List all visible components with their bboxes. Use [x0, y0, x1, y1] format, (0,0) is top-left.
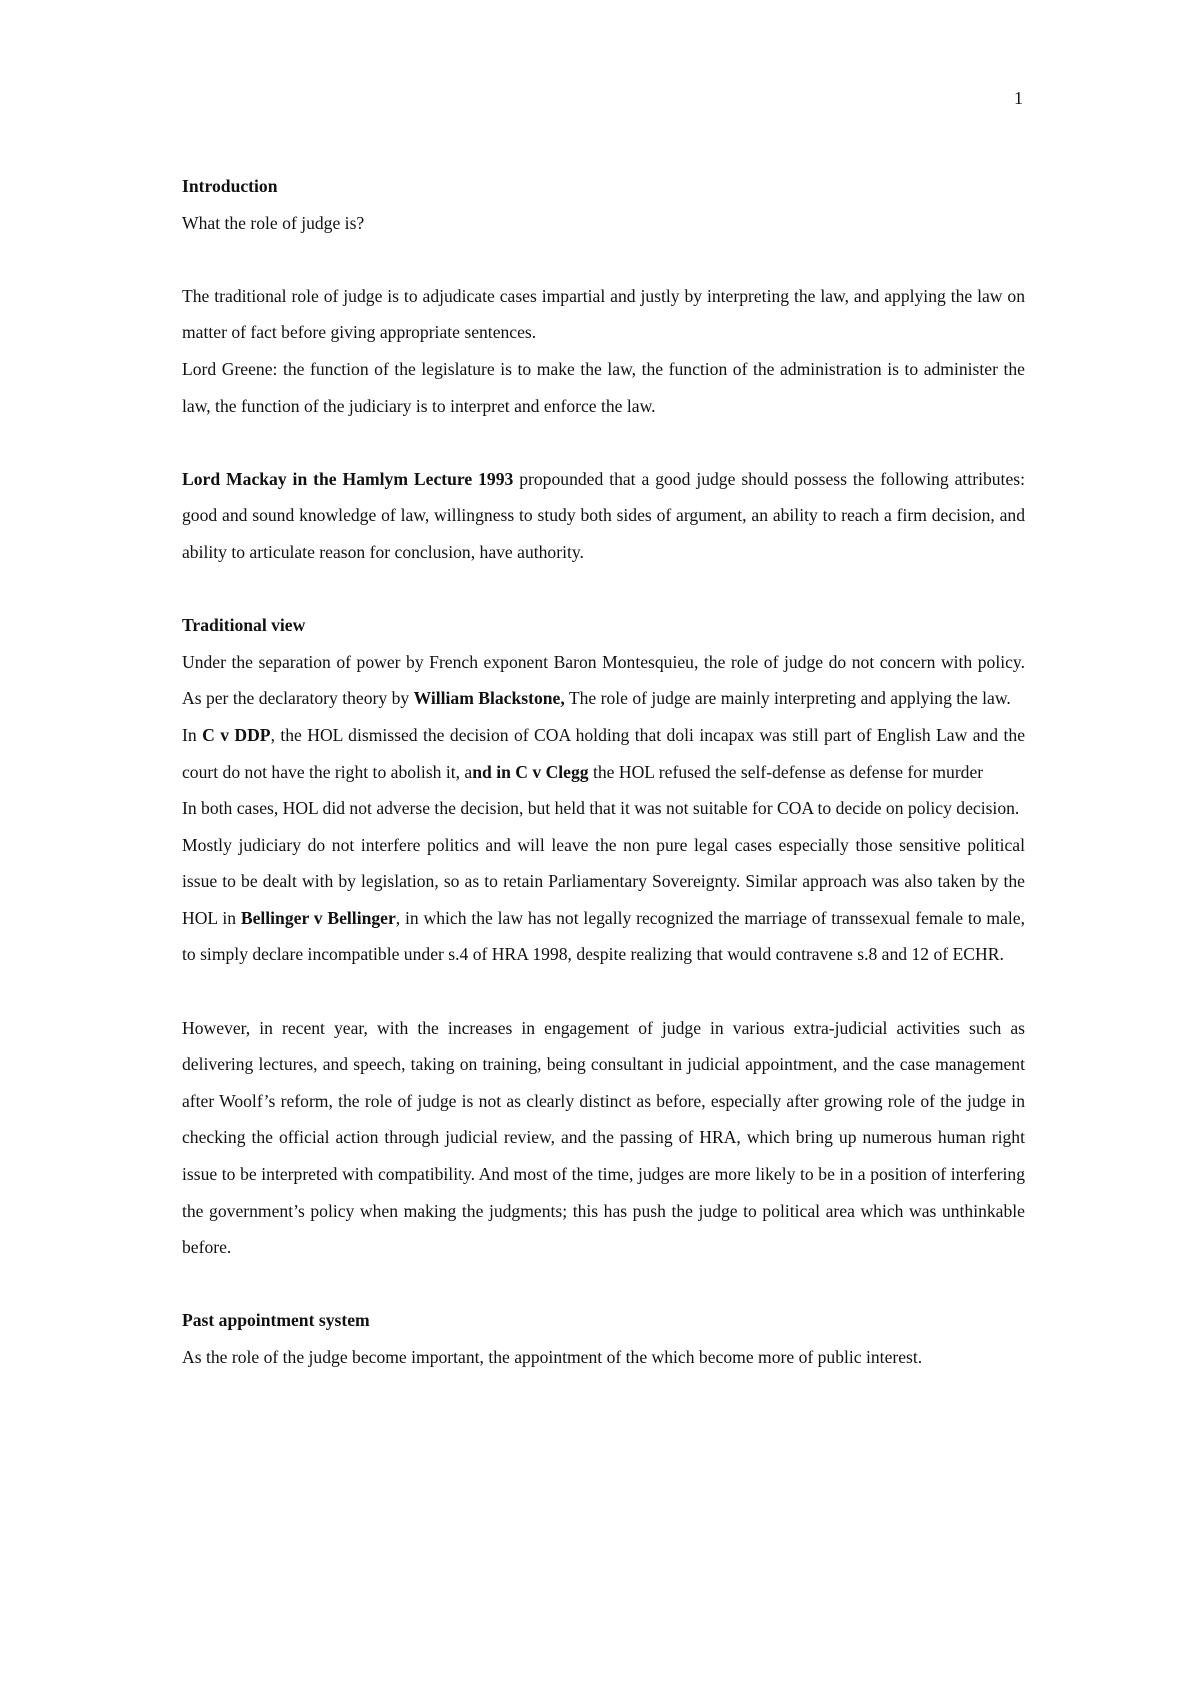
case-c-v-clegg: nd in C v Clegg	[472, 761, 589, 782]
case-bellinger: Bellinger v Bellinger	[240, 907, 396, 928]
page-number: 1	[1014, 88, 1023, 108]
intro-paragraph-3: Lord Mackay in the Hamlym Lecture 1993 propounded that a good judge should possess the following attributes: good and sound knowledge of law, willingness to study both sides of argument, an ability to reach a firm decision, and ability to articulate reason for conclusion, have authority.	[182, 468, 1025, 562]
intro-question: What the role of judge is?	[182, 212, 365, 233]
blank-line	[182, 424, 1025, 461]
heading-introduction: Introduction	[182, 176, 278, 196]
blank-line	[182, 973, 1025, 1010]
traditional-paragraph-5: However, in recent year, with the increases in engagement of judge in various extra-judicial activities such as delivering lectures, and speech, taking on training, being consultant in judicial appointment, and the case management after Woolf’s reform, the role of judge is not as clearly distinct as before, especially after growing role of the judge in checking the official action through judicial review, and the passing of HRA, which bring up numerous human right issue to be interpreted with compatibility. And most of the time, judges are more likely to be in a position of interfering the government’s policy when making the judgments; this has push the judge to political area which was unthinkable before.	[182, 1017, 1025, 1258]
past-paragraph-1: As the role of the judge become important, the appointment of the which become more of public interest.	[182, 1347, 923, 1367]
heading-traditional-view: Traditional view	[182, 615, 306, 636]
heading-past-appointment: Past appointment system	[182, 1310, 370, 1331]
traditional-paragraph-4: Mostly judiciary do not interfere politics and will leave the non pure legal cases especially those sensitive political issue to be dealt with by legislation, so as to retain Parliamentary Sovereignty. Similar approach was also taken by the HOL in Bellinger v Bellinger, in which the law has not legally recognized the marriage of transsexual female to male, to simply declare incompatible under s.4 of HRA 1998, despite realizing that would contravene s.8 and 12 of ECHR.	[182, 834, 1025, 965]
traditional-paragraph-3: In both cases, HOL did not adverse the decision, but held that it was not suitable for COA to decide on policy decision.	[182, 798, 1020, 819]
document-body	[182, 168, 1025, 1376]
intro-paragraph-1: The traditional role of judge is to adjudicate cases impartial and justly by interpreting the law, and applying the law on matter of fact before giving appropriate sentences.	[182, 285, 1025, 343]
traditional-paragraph-1: Under the separation of power by French exponent Baron Montesquieu, the role of judge do not concern with policy. As per the declaratory theory by William Blackstone, The role of judge are mainly interpreting and applying the law.	[182, 651, 1025, 709]
case-c-v-ddp: C v DDP	[202, 724, 271, 745]
blank-line	[182, 571, 1025, 608]
traditional-paragraph-2: In C v DDP, the HOL dismissed the decision of COA holding that doli incapax was still part of English Law and the court do not have the right to abolish it, and in C v Clegg the HOL refused the self-defense as defense for murder	[182, 724, 1025, 782]
blackstone-reference: William Blackstone,	[413, 688, 565, 709]
blank-line	[182, 1266, 1025, 1303]
lord-mackay-reference: Lord Mackay in the Hamlym Lecture 1993	[182, 468, 514, 489]
intro-paragraph-2: Lord Greene: the function of the legislature is to make the law, the function of the administration is to administer the law, the function of the judiciary is to interpret and enforce the law.	[182, 358, 1025, 416]
blank-line	[182, 241, 1025, 278]
